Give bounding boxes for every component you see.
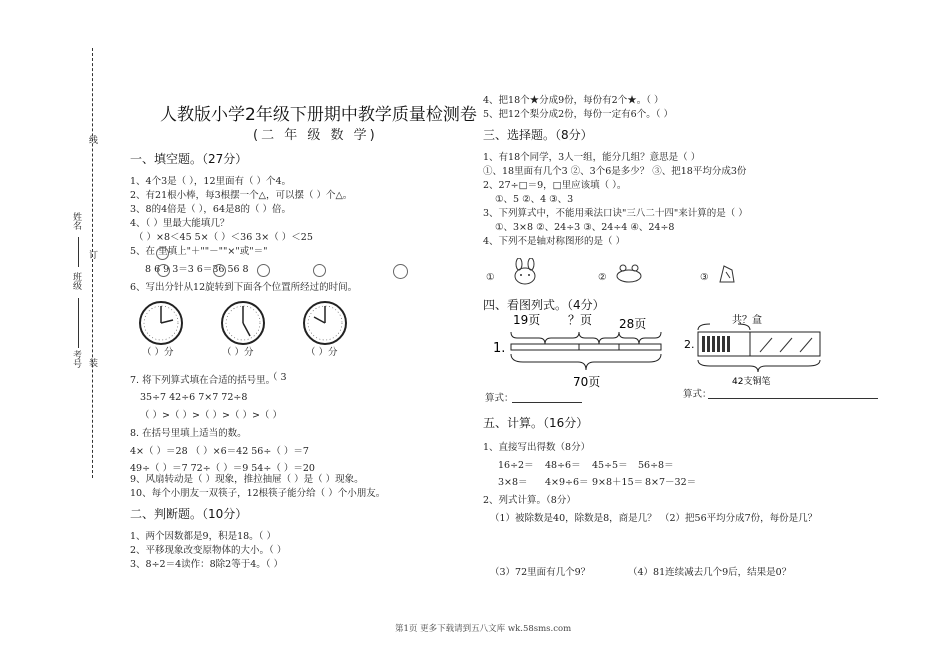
blank-circle [157,264,170,277]
formula-label-2: 算式： [683,389,712,400]
calc-r1-c4: 56÷8＝ [638,460,674,471]
side-line-char: 线 [87,135,97,144]
word-problem-2: （2）把56平均分成7份，每份是几？ [660,513,818,524]
s1-q8: 8. 在括号里填上适当的数。 [130,428,247,439]
s1-q8-row2: 49÷（ ）＝7 72÷（ ）＝9 54÷（ ）＝20 [130,463,315,474]
s1-q5: 5、在 里填上"＋""－""×"或"＝" [130,246,268,257]
pens-top-label: 共？盒 [732,315,762,326]
s2-q5: 5、把12个梨分成2份，每份一定有6个。（ ） [483,109,673,120]
clock-1-answer: （ ）分 [142,347,174,358]
s2-q1: 1、两个因数都是9，积是18。（ ） [130,531,276,542]
pens-diagram [680,310,850,388]
pages-segment-c: 28页 [619,317,647,331]
name-blank [78,237,79,267]
clock-1 [138,300,184,346]
calc-r2-c1: 3×8＝ [498,477,528,488]
s1-q8-row1: 4×（ ）＝28 （ ）×6＝42 56÷（ ）＝7 [130,446,309,457]
word-problem-1: （1）被除数是40，除数是8，商是几？ [490,513,657,524]
side-ding-char: 订 [87,250,97,259]
page-footer: 第1页 更多下载请到五八文库 wk.58sms.com [395,624,572,634]
s3-q2-options: ①、5 ②、4 ③、3 [495,194,574,205]
pages-diagram [483,310,673,390]
class-blank [78,298,79,348]
blank-circle [213,264,226,277]
s3-q1: 1、有18个同学，3人一组，能分几组？意思是（ ） [483,152,701,163]
s1-q4-items: （ ）×8＜45 5×（ ）＜36 3×（ ）＜25 [134,232,313,243]
formula-blank-2[interactable] [708,398,878,399]
section-4-heading: 四、看图列式。（4分） [483,298,605,312]
section-1-heading: 一、填空题。（27分） [130,152,248,166]
s5-sub1: 1、直接写出得数（8分） [483,442,591,453]
s1-q7-float: （ 3 [268,372,287,383]
s1-q1: 1、4个3是（ ），12里面有（ ）个4。 [130,176,292,187]
side-id-label: 考号 [71,350,81,368]
clock-3 [302,300,348,346]
clock-3-answer: （ ）分 [306,347,338,358]
calc-r1-c1: 16÷2＝ [498,460,534,471]
s3-q2: 2、27÷□＝9，□里应该填（ ）。 [483,180,627,191]
side-class-label: 班级 [71,272,81,290]
formula-label-1: 算式： [485,393,514,404]
section-3-heading: 三、选择题。（8分） [483,128,593,142]
s1-q10: 10、每个小朋友一双筷子，12根筷子能分给（ ）个小朋友。 [130,488,386,499]
calc-r2-c4: 8×7－32＝ [645,477,697,488]
section-2-heading: 二、判断题。（10分） [130,507,248,521]
s1-q5-items: 8 6 9 3＝3 6＝36 56 8 [145,264,249,275]
s3-q4-option-1-label: ① [486,272,495,283]
s1-q7: 7. 将下列算式填在合适的括号里。 [130,375,276,386]
s1-q6: 6、写出分针从12旋转到下面各个位置所经过的时间。 [130,282,358,293]
s1-q2: 2、有21根小棒，每3根摆一个△，可以摆（ ）个△。 [130,190,353,201]
s2-q4: 4、把18个★分成9份，每份有2个★。（ ） [483,95,664,106]
binding-dashed-line [92,48,93,478]
pages-segment-a: 19页 [513,313,541,327]
page-title: 人教版小学2年级下册期中教学质量检测卷 [160,105,477,125]
s1-q7-expressions: 35÷7 42÷6 7×7 72÷8 [140,392,248,403]
s1-q9: 9、风扇转动是（ ）现象，推拉抽屉（ ）是（ ）现象。 [130,474,364,485]
s3-q4-option-3-label: ③ [700,272,709,283]
blank-circle [393,264,408,279]
s1-q7-blanks: （ ）>（ ）>（ ）>（ ）>（ ） [140,410,282,421]
calc-r1-c3: 45÷5＝ [592,460,628,471]
blank-circle [257,264,270,277]
pages-total: 70页 [573,375,601,389]
s3-q3-options: ①、3×8 ②、24÷3 ③、24÷4 ④、24÷8 [495,222,675,233]
s3-q1-options: ①、18里面有几个3 ②、3个6是多少？ ③、把18平均分成3份 [483,166,747,177]
clock-2-answer: （ ）分 [222,347,254,358]
calc-r2-c3: 9×8＋15＝ [592,477,644,488]
blank-circle [313,264,326,277]
rabbit-figure [505,258,545,286]
clock-2 [220,300,266,346]
calc-r2-c2: 4×9÷6＝ [545,477,589,488]
side-zhuang-char: 装 [87,358,97,367]
pages-diagram-number: 1. [493,341,506,356]
pages-segment-b: ？页 [568,313,593,327]
side-name-label: 姓名 [71,212,81,230]
pens-diagram-number: 2. [684,338,695,351]
s5-sub2: 2、列式计算。（8分） [483,495,576,506]
s2-q3: 3、8÷2＝4读作：8除2等于4。（ ） [130,559,284,570]
calc-r1-c2: 48÷6＝ [545,460,581,471]
blank-circle [156,247,169,260]
s1-q3: 3、8的4倍是（ ），64是8的（ ）倍。 [130,204,292,215]
s1-q4: 4、（ ）里最大能填几？ [130,218,230,229]
formula-blank-1[interactable] [512,402,582,403]
page-subtitle: (二 年 级 数 学) [253,128,378,143]
s3-q4-option-2-label: ② [598,272,607,283]
pens-bottom-label: 42支铜笔 [732,377,771,387]
shape-figure [716,262,738,286]
word-problem-3: （3）72里面有几个9？ [490,567,591,578]
section-5-heading: 五、计算。（16分） [483,416,589,430]
s3-q4: 4、下列不是轴对称图形的是（ ） [483,236,626,247]
word-problem-4: （4）81连续减去几个9后，结果是0？ [628,567,792,578]
s2-q2: 2、平移现象改变原物体的大小。（ ） [130,545,287,556]
frog-figure [614,262,644,284]
s3-q3: 3、下列算式中，不能用乘法口诀"三八二十四"来计算的是（ ） [483,208,748,219]
